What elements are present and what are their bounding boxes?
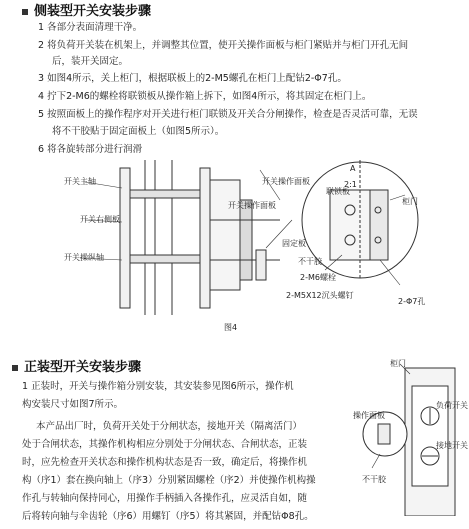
label-detail-a: A [350,164,356,173]
section2-line-1: 1 正装时，开关与操作箱分别安装，其安装参见图6所示，操作机 [22,381,294,392]
step-5: 5 按照面板上的操作程序对开关进行柜门联锁及开关合分闸操作，检查是否灵活可靠，无误 [38,109,418,120]
step-3: 3 如图4所示，关上柜门，根据联板上的2-M5螺孔在柜门上配钻2-Φ7孔。 [38,73,347,84]
label-interlock-plate: 联锁板 [326,187,350,196]
section1-title: 侧装型开关安装步骤 [22,0,151,19]
section2-title: 正装型开关安装步骤 [12,356,141,375]
label-load-switch: 负荷开关 [436,401,468,410]
label-hole: 2-Φ7孔 [398,297,426,306]
section2-line-2: 构安装尺寸如图7所示。 [22,399,124,410]
label-panel: 开关操作面板 [262,177,310,186]
step-5-cont: 将不干胶贴于固定面板上（如图5所示）。 [52,126,225,137]
bullet-square-icon [22,9,28,15]
label-sticker-right: 不干胶 [362,475,386,484]
section2-line-4: 处于合闸状态，其操作机构相应分别处于分闸状态、合闸状态，正装 [22,439,308,450]
section2-line-6: 构（序1）套在换向轴上（序3）分别紧固螺栓（序2）并使操作机构操 [22,475,316,486]
label-sticker: 不干胶 [298,257,322,266]
step-2-cont: 后，装开关固定。 [52,56,129,67]
label-ground-switch: 接地开关 [436,441,468,450]
label-operating-shaft: 开关操纵轴 [64,253,104,262]
section2-line-5: 时，应先检查开关状态和操作机构状态是否一致，确定后，将操作机 [22,457,308,468]
label-fixing-plate: 固定板 [282,239,306,248]
section2-line-8: 后将转向轴与伞齿轮（序6）用螺钉（序5）将其紧固，并配钻Φ8孔。 [22,511,314,522]
label-screw-m5: 2-M5X12沉头螺钉 [286,291,354,300]
label-main-shaft: 开关主轴 [64,177,96,186]
section2-line-7: 作孔与转轴向保持同心，用操作手柄插入各操作孔，应灵活自如，随 [22,493,308,504]
label-right-plate: 开关右侧板 [80,215,120,224]
label-panel-mid: 开关操作面板 [228,201,276,210]
label-door-right: 柜门 [390,359,406,368]
mid-rail [200,168,210,308]
left-rail [120,168,130,308]
figure4-caption: 图4 [224,323,238,332]
section2-line-3: 本产品出厂时，负荷开关处于分闸状态，接地开关（隔离活门） [36,421,303,432]
step-6: 6 将各旋转部分进行润滑 [38,144,143,155]
step-1: 1 各部分表面清理干净。 [38,22,143,33]
label-door: 柜门 [402,197,418,206]
label-bolt-m6: 2-M6螺栓 [300,273,336,282]
step-4: 4 拧下2-M6的螺栓将联锁板从操作箱上拆下，如图4所示，将其固定在柜门上。 [38,91,372,102]
label-panel-right: 操作面板 [353,411,385,420]
label-ratio: 2:1 [344,180,357,189]
step-2: 2 将负荷开关装在机架上，并调整其位置，使开关操作面板与柜门紧贴并与柜门开孔无间 [38,40,409,51]
bullet-square-icon [12,365,18,371]
front-panel-drawing [350,356,465,516]
